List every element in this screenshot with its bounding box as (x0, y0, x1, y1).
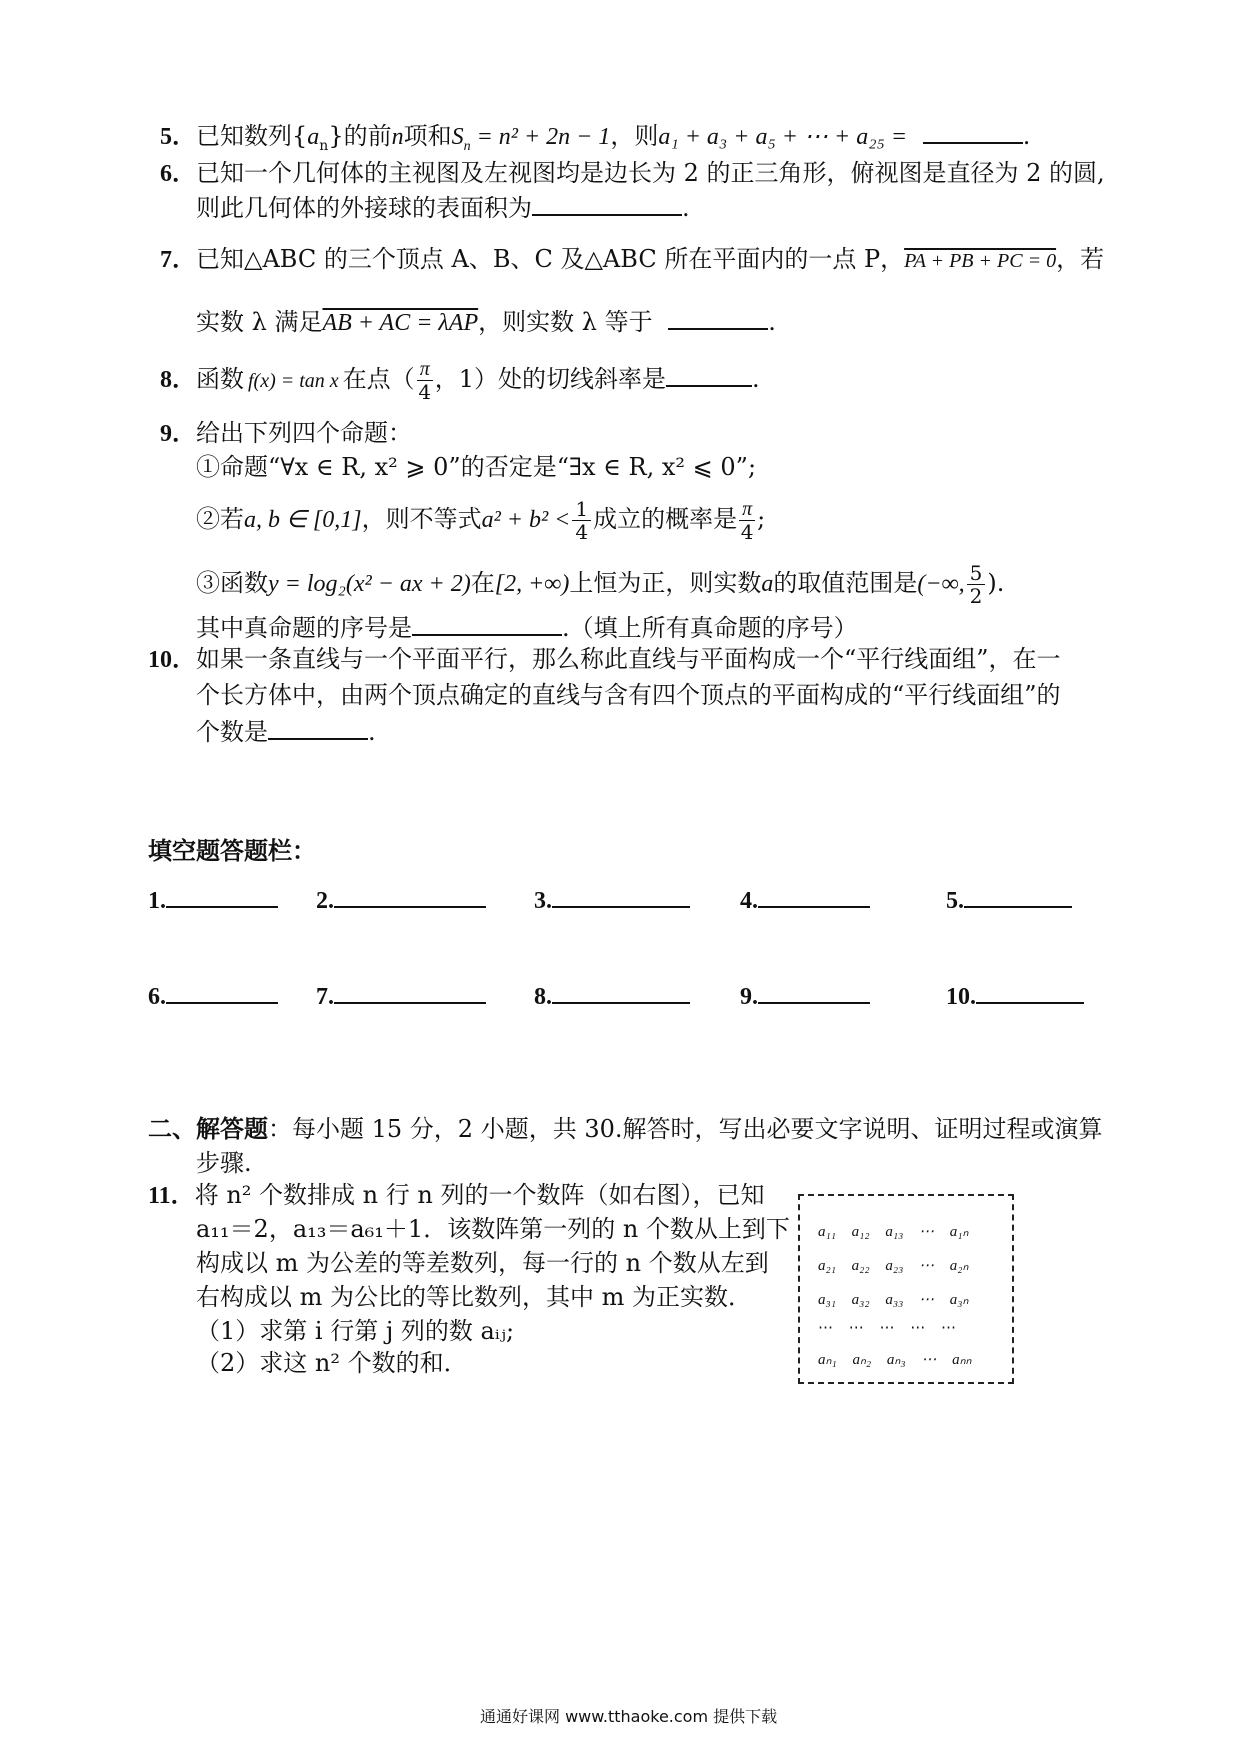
fraction-numerator: 5 (967, 562, 986, 585)
question-text: ，则不等式 (361, 505, 482, 533)
question-text: a₁₁＝2，a₁₃＝a₆₁＋1．该数阵第一列的 n 个数从上到下 (196, 1215, 790, 1243)
part2-line2 (196, 1148, 252, 1178)
fraction (739, 498, 755, 543)
question-text: 个数是 (196, 718, 268, 746)
answer-7[interactable] (316, 982, 486, 1011)
question-10-line2 (196, 680, 1061, 710)
math-var: S (451, 124, 464, 150)
answer-section-title (148, 836, 316, 866)
proposition-1: ①命题“∀x ∈ R, x² ⩾ 0”的否定是“∃x ∈ R, x² ⩽ 0”; (196, 453, 757, 481)
answer-label: 6. (148, 984, 166, 1010)
question-11-part1 (196, 1316, 514, 1346)
answer-label: 5. (946, 888, 964, 914)
math-sub: n (463, 138, 471, 154)
question-text: （1）求第 i 行第 j 列的数 aᵢⱼ; (196, 1317, 515, 1345)
question-text: 如果一条直线与一个平面平行，那么称此直线与平面构成一个“平行线面组”，在一 (196, 645, 1061, 673)
fraction-numerator: π (739, 498, 755, 521)
page-footer (480, 1704, 777, 1727)
question-text: 在点（ (342, 365, 415, 393)
fraction-denominator: 4 (575, 520, 589, 544)
answer-label: 1. (148, 888, 166, 914)
question-text: 将 n² 个数排成 n 行 n 列的一个数阵（如右图），已知 (194, 1181, 765, 1209)
answer-label: 9. (740, 984, 758, 1010)
answer-blank[interactable] (552, 886, 690, 908)
answer-blank[interactable] (334, 886, 486, 908)
math-formula: [2, +∞) (494, 571, 570, 597)
question-text: }的前 (328, 122, 392, 150)
question-text: ，则 (610, 122, 659, 150)
question-text: . (752, 365, 760, 393)
answer-blank[interactable] (166, 886, 278, 908)
question-number: 11． (148, 1183, 195, 1209)
question-8 (160, 358, 760, 403)
math-formula: = n² + 2n − 1 (470, 124, 611, 150)
math-formula: (−∞, (917, 571, 965, 597)
section-text: 步骤. (196, 1149, 252, 1177)
math-formula: a, b ∈ [0,1] (244, 507, 362, 533)
matrix-row: a₁₁ a₁₂ a₁₃ ⋯ a₁ₙ (818, 1224, 969, 1240)
question-10-line3 (196, 716, 376, 747)
question-text: . (768, 308, 776, 336)
question-text: 上恒为正，则实数 (569, 569, 762, 597)
question-6-line2 (196, 192, 690, 223)
section-title: 二、解答题 (148, 1114, 268, 1143)
question-5 (160, 120, 1030, 162)
answer-blank[interactable] (268, 716, 368, 740)
answer-blank[interactable] (976, 982, 1084, 1004)
question-text: . (1022, 122, 1031, 150)
question-text: 已知数列{ (196, 122, 308, 150)
question-number: 7． (160, 247, 196, 273)
answer-label: 2. (316, 888, 334, 914)
answer-blank[interactable] (964, 886, 1072, 908)
question-11-part2 (196, 1348, 468, 1378)
question-text: 的取值范围是 (773, 569, 918, 597)
question-9 (160, 418, 412, 449)
question-text: .（填上所有真命题的序号） (562, 614, 858, 642)
question-text: 个长方体中，由两个顶点确定的直线与含有四个顶点的平面构成的“平行线面组”的 (196, 681, 1061, 709)
math-formula: a₁ + a₃ + a₅ + ⋯ + a₂₅ = (658, 124, 908, 150)
answer-label: 7. (316, 984, 334, 1010)
answer-blank[interactable] (758, 982, 870, 1004)
answer-label: 4. (740, 888, 758, 914)
question-11-line2 (196, 1214, 790, 1244)
fraction-denominator: 4 (740, 520, 754, 544)
answer-8[interactable] (534, 982, 690, 1011)
answer-label: 3. (534, 888, 552, 914)
answer-blank[interactable] (532, 192, 682, 216)
math-formula: a² + b² < (481, 507, 571, 533)
math-formula: f(x) = tan x (248, 370, 339, 392)
math-sub: n (319, 137, 329, 154)
question-text: ②若 (196, 505, 244, 533)
question-7-line2 (196, 306, 776, 338)
answer-blank[interactable] (412, 612, 562, 636)
answer-9[interactable] (740, 982, 870, 1011)
question-number: 6． (160, 161, 196, 187)
question-11-line3 (196, 1248, 769, 1278)
footer-text: 通通好课网 www.tthaoke.com 提供下载 (480, 1707, 778, 1726)
question-text: 项和 (403, 122, 452, 150)
fraction (572, 498, 591, 543)
answer-label: 10. (946, 984, 976, 1010)
question-number: 5． (160, 124, 196, 150)
answer-blank[interactable] (758, 886, 870, 908)
matrix-row: a₂₁ a₂₂ a₂₃ ⋯ a₂ₙ (818, 1258, 969, 1274)
answer-10[interactable] (946, 982, 1084, 1011)
question-9-prop2 (196, 498, 765, 543)
answer-1[interactable] (148, 886, 278, 915)
question-text: ③函数 (196, 569, 268, 597)
question-number: 8． (160, 367, 196, 393)
question-11-line4 (196, 1282, 752, 1312)
question-6 (160, 158, 1105, 189)
math-formula: PA + PB + PC = 0 (904, 250, 1057, 272)
question-text: 构成以 m 为公差的等差数列，每一行的 n 个数从左到 (196, 1249, 769, 1277)
question-7 (160, 244, 1104, 276)
question-text: （2）求这 n² 个数的和． (196, 1349, 468, 1377)
math-var: n (391, 124, 404, 150)
question-11 (148, 1180, 764, 1211)
question-text: . (368, 718, 376, 746)
part2-heading (148, 1114, 1103, 1144)
question-text: 已知△ABC 的三个顶点 A、B、C 及△ABC 所在平面内的一点 P， (196, 245, 905, 273)
answer-blank[interactable] (334, 982, 486, 1004)
answer-3[interactable] (534, 886, 690, 915)
math-formula: AB + AC = λAP (322, 310, 479, 336)
question-text: 实数 λ 满足 (196, 308, 323, 336)
question-10 (148, 644, 1061, 675)
math-var: a (307, 124, 320, 150)
fraction-numerator: 1 (572, 498, 591, 521)
question-text: ; (757, 505, 766, 533)
math-var: a (761, 571, 774, 597)
question-text: 已知一个几何体的主视图及左视图均是边长为 2 的正三角形，俯视图是直径为 2 的圆, (196, 159, 1105, 187)
answer-2[interactable] (316, 886, 486, 915)
question-text: 函数 (196, 365, 244, 393)
question-9-answer (196, 612, 858, 643)
question-number: 9． (160, 421, 196, 447)
question-text: ，则实数 λ 等于 (478, 308, 653, 336)
question-number: 10． (148, 647, 196, 673)
answer-5[interactable] (946, 886, 1072, 915)
question-9-prop3 (196, 562, 1004, 607)
question-text: 右构成以 m 为公比的等比数列，其中 m 为正实数． (196, 1283, 753, 1311)
answer-blank[interactable] (166, 982, 278, 1004)
question-text: ，若 (1056, 245, 1105, 273)
question-text: . (682, 194, 690, 222)
answer-6[interactable] (148, 982, 278, 1011)
section-text: ：每小题 15 分，2 小题，共 30.解答时，写出必要文字说明、证明过程或演算 (268, 1115, 1103, 1143)
answer-blank[interactable] (668, 306, 768, 330)
fraction-numerator: π (417, 358, 433, 381)
answer-blank[interactable] (923, 120, 1023, 144)
question-text: 其中真命题的序号是 (196, 614, 412, 642)
matrix-row: ⋯ ⋯ ⋯ ⋯ ⋯ (818, 1320, 956, 1336)
question-text: 成立的概率是 (593, 505, 738, 533)
fraction-denominator: 4 (418, 380, 432, 404)
answer-4[interactable] (740, 886, 870, 915)
matrix-figure (798, 1194, 1014, 1384)
question-text: 在 (470, 569, 495, 597)
math-formula: y = log₂(x² − ax + 2) (268, 571, 471, 597)
answer-label: 8. (534, 984, 552, 1010)
matrix-row: aₙ₁ aₙ₂ aₙ₃ ⋯ aₙₙ (818, 1352, 972, 1368)
answer-blank[interactable] (552, 982, 690, 1004)
question-9-prop1 (196, 452, 756, 482)
fraction (967, 562, 986, 607)
fraction-denominator: 2 (969, 584, 983, 608)
question-text: 给出下列四个命题： (196, 419, 412, 447)
section-title: 填空题答题栏： (148, 836, 316, 865)
fraction (417, 358, 433, 403)
math-formula: ). (987, 569, 1005, 597)
question-text: ，1）处的切线斜率是 (434, 365, 666, 393)
question-text: 则此几何体的外接球的表面积为 (196, 194, 532, 222)
answer-blank[interactable] (666, 363, 752, 387)
matrix-row: a₃₁ a₃₂ a₃₃ ⋯ a₃ₙ (818, 1292, 969, 1308)
